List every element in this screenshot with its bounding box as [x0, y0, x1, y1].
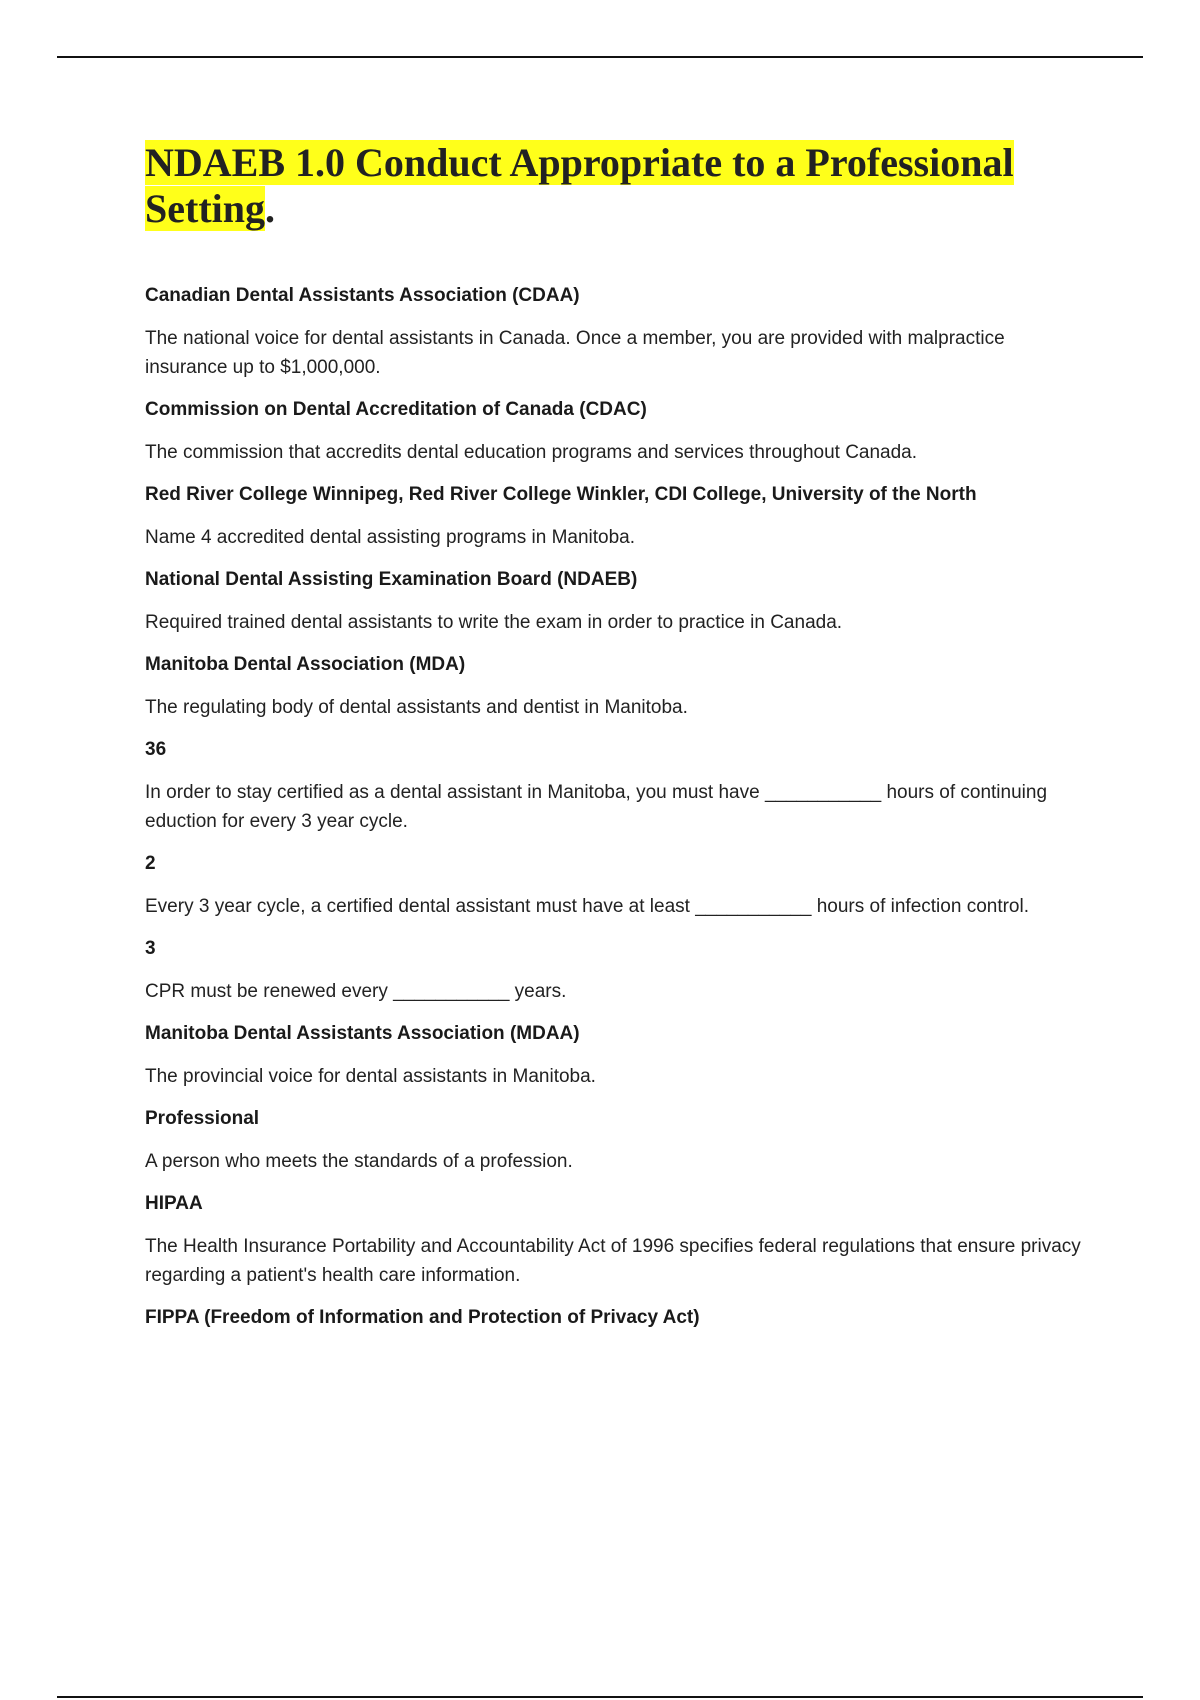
term-36: 36 — [145, 739, 167, 760]
footer-divider — [57, 1696, 1143, 1698]
title-highlight-line-2: Setting — [145, 186, 265, 231]
page-title — [145, 140, 1085, 232]
document-body — [145, 140, 1085, 1346]
title-highlight-line-1: NDAEB 1.0 Conduct Appropriate to a Professional — [145, 140, 1014, 185]
definition-cdac: The commission that accredits dental education programs and services throughout Canada. — [145, 442, 918, 463]
definition-mdaa: The provincial voice for dental assistants in Manitoba. — [145, 1066, 596, 1087]
title-period: . — [265, 186, 275, 231]
definition-2: Every 3 year cycle, a certified dental assistant must have at least ___________ hours of infection control. — [145, 896, 1030, 917]
header-divider — [57, 56, 1143, 58]
term-hipaa: HIPAA — [145, 1193, 203, 1214]
definition-hipaa: The Health Insurance Portability and Accountability Act of 1996 specifies federal regulations that ensure privacy regarding a patient's health care information. — [145, 1236, 1081, 1286]
definition-3: CPR must be renewed every ___________ years. — [145, 981, 567, 1002]
term-cdac: Commission on Dental Accreditation of Canada (CDAC) — [145, 399, 647, 420]
term-fippa: FIPPA (Freedom of Information and Protection of Privacy Act) — [145, 1307, 700, 1328]
term-mdaa: Manitoba Dental Assistants Association (MDAA) — [145, 1023, 580, 1044]
term-professional: Professional — [145, 1108, 260, 1129]
definition-professional: A person who meets the standards of a profession. — [145, 1151, 573, 1172]
term-3: 3 — [145, 938, 156, 959]
definition-ndaeb: Required trained dental assistants to write the exam in order to practice in Canada. — [145, 612, 843, 633]
term-2: 2 — [145, 853, 156, 874]
definition-cdaa: The national voice for dental assistants in Canada. Once a member, you are provided with malpractice insurance up to $1,000,000. — [145, 328, 1005, 378]
term-ndaeb: National Dental Assisting Examination Board (NDAEB) — [145, 569, 638, 590]
term-mda: Manitoba Dental Association (MDA) — [145, 654, 466, 675]
definition-36: In order to stay certified as a dental assistant in Manitoba, you must have ___________ hours of continuing eduction for every 3 year cycle. — [145, 782, 1048, 832]
definition-mda: The regulating body of dental assistants and dentist in Manitoba. — [145, 697, 688, 718]
term-cdaa: Canadian Dental Assistants Association (CDAA) — [145, 285, 580, 306]
term-accredited-programs: Red River College Winnipeg, Red River College Winkler, CDI College, University of the North — [145, 484, 977, 505]
definition-accredited-programs: Name 4 accredited dental assisting programs in Manitoba. — [145, 527, 636, 548]
